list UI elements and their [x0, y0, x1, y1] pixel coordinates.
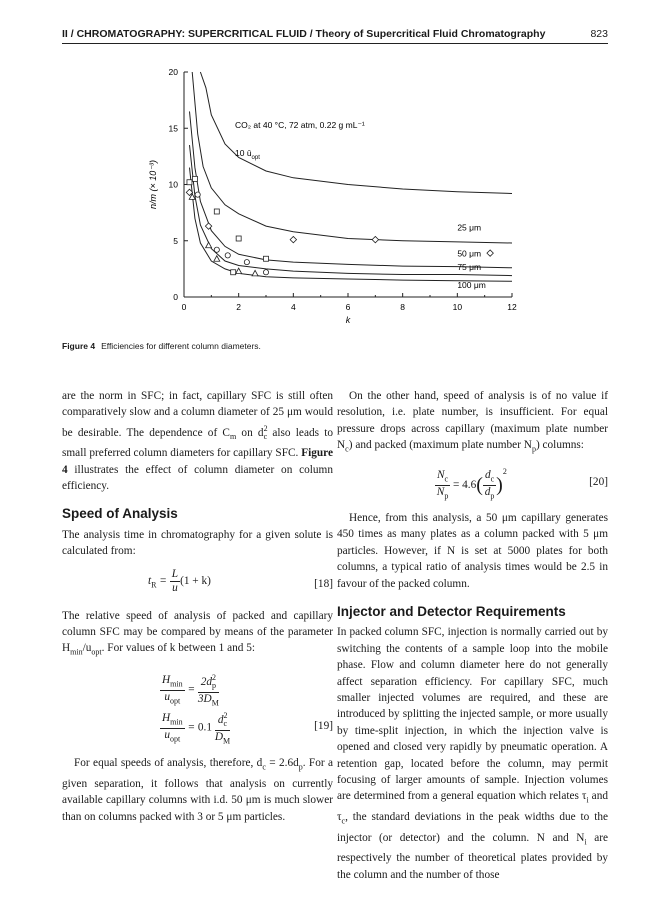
curve-label: 50 μm: [457, 248, 482, 259]
square-marker: [231, 270, 236, 275]
curve-label: 75 μm: [457, 262, 482, 272]
circle-marker: [225, 253, 230, 258]
diamond-marker: [487, 250, 493, 256]
circle-marker: [214, 247, 219, 252]
figure-caption: [62, 341, 261, 351]
x-tick-label: 12: [507, 302, 517, 312]
y-tick-label: 5: [173, 235, 178, 246]
triangle-marker: [236, 268, 242, 274]
x-tick-label: 8: [400, 302, 406, 312]
square-marker: [187, 180, 192, 185]
x-tick-label: 2: [236, 302, 242, 312]
equation-ratio: $\frac{H_{min}}{u_{opt}}$ = $\frac{2d^2_p}{3D_M}$: [162, 673, 219, 708]
section-heading: Injector and Detector Requirements: [337, 603, 566, 619]
triangle-marker: [214, 256, 220, 262]
x-tick-label: 10: [452, 302, 463, 312]
curve-label: 100 μm: [457, 280, 486, 290]
condition-label: CO₂ at 40 °C, 72 atm, 0.22 g mL⁻¹: [235, 120, 365, 130]
square-marker: [214, 209, 219, 214]
uopt-annotation: 10 $ū_{opt}$: [235, 148, 260, 161]
square-marker: [192, 176, 197, 181]
triangle-marker: [252, 270, 258, 276]
figure-4-chart: [0, 0, 668, 340]
paragraph: The relative speed of analysis of packed and capillary column SFC may be compared by means of the parameter $H_{min}/u_{opt}$. For values of k between 1 and 5:: [62, 609, 333, 657]
y-tick-label: 15: [168, 123, 178, 134]
paragraph: Hence, from this analysis, a 50 μm capillary generates 450 times as many plates as a column packed with 5 μm particles. However, if N is set at 5000 plates for both columns, a typical ratio of analysis times would be 2.5 in favour of the packed column.: [337, 511, 608, 590]
equation-19: $\frac{H_{min}}{u_{opt}}$ = 0.1 $\frac{d^2_c}{D_M}$ [19]: [162, 711, 333, 746]
running-title: II / CHROMATOGRAPHY: SUPERCRITICAL FLUID / Theory of Supercritical Fluid Chromatography: [62, 28, 546, 40]
page-number: 823: [590, 28, 608, 40]
left-column: [62, 388, 333, 825]
section-heading: Speed of Analysis: [62, 506, 178, 522]
y-tick-label: 0: [173, 292, 178, 302]
paragraph: In packed column SFC, injection is normally carried out by switching the contents of a sample loop into the mobile phase. Flow and column diameter here do not generally affect separation efficiency. For capillary SFC, much smaller injected volumes are required, and these are introduced by splitting the injected sample, or more usually by time-split injection, in which the injection valve is opened and closed very rapidly by pneumatic operation. A retention gap, located before the column, may permit focusing of larger amounts of sample. Injection volumes are determined from a general equation which relates $\tau_i$ and $\tau_c$, the standard deviations in the peak widths due to the injector (or detector) and the column. N and $N_i$ are respectively the number of theoretical plates provided by the column and the number of those: [337, 626, 608, 881]
curve-10-opt: [200, 72, 512, 194]
paragraph: The analysis time in chromatography for a given solute is calculated from:: [62, 528, 333, 558]
y-tick-label: 10: [168, 179, 178, 190]
square-marker: [264, 256, 269, 261]
circle-marker: [244, 260, 249, 265]
x-tick-label: 4: [290, 302, 296, 312]
paragraph: For equal speeds of analysis, therefore, $d_c = 2.6d_p$. For a given separation, it follows that analysis on currently available capillary columns with i.d. 50 μm is much slower than on columns packed with 3 or 5 μm particles.: [62, 757, 334, 823]
figure-label: Figure 4: [62, 341, 96, 351]
y-axis-label: n/m (× 10⁻³): [148, 159, 158, 210]
paragraph: are the norm in SFC; in fact, capillary SFC is still often comparatively slow and a column diameter of 25 μm would be desirable. The dependence of $C_m$ on $d^2_c$ also leads to small preferred column diameters for capillary SFC. Figure 4 illustrates the effect of column diameter on column efficiency.: [62, 390, 334, 493]
circle-marker: [195, 192, 200, 197]
caption-text: Efficiencies for different column diameters.: [101, 341, 261, 351]
paragraph: On the other hand, speed of analysis is of no value if resolution, i.e. plate number, is insufficient. For equal pressure drops across capillary (maximum plate number $N_c$) and packed (maximum plate number $N_p$) columns:: [337, 390, 608, 454]
x-tick-label: 0: [181, 302, 187, 312]
curve-label: 25 μm: [457, 222, 482, 233]
triangle-marker: [206, 242, 212, 248]
x-tick-label: 6: [345, 302, 351, 312]
y-tick-label: 20: [168, 67, 178, 77]
circle-marker: [263, 270, 268, 275]
equation-20: $\frac{N_c}{N_p}$ = 4.6( $\frac{d_c}{d_p}$ )$^2$ [20]: [436, 466, 608, 501]
x-axis-label: k: [345, 315, 351, 325]
square-marker: [236, 236, 241, 241]
diamond-marker: [290, 236, 296, 242]
curve-50-m: [190, 111, 513, 267]
diamond-marker: [372, 236, 378, 242]
equation-18: $t_R$ = $\frac{L}{u}$ (1 + k) [18]: [148, 567, 333, 594]
right-column: [337, 388, 608, 883]
